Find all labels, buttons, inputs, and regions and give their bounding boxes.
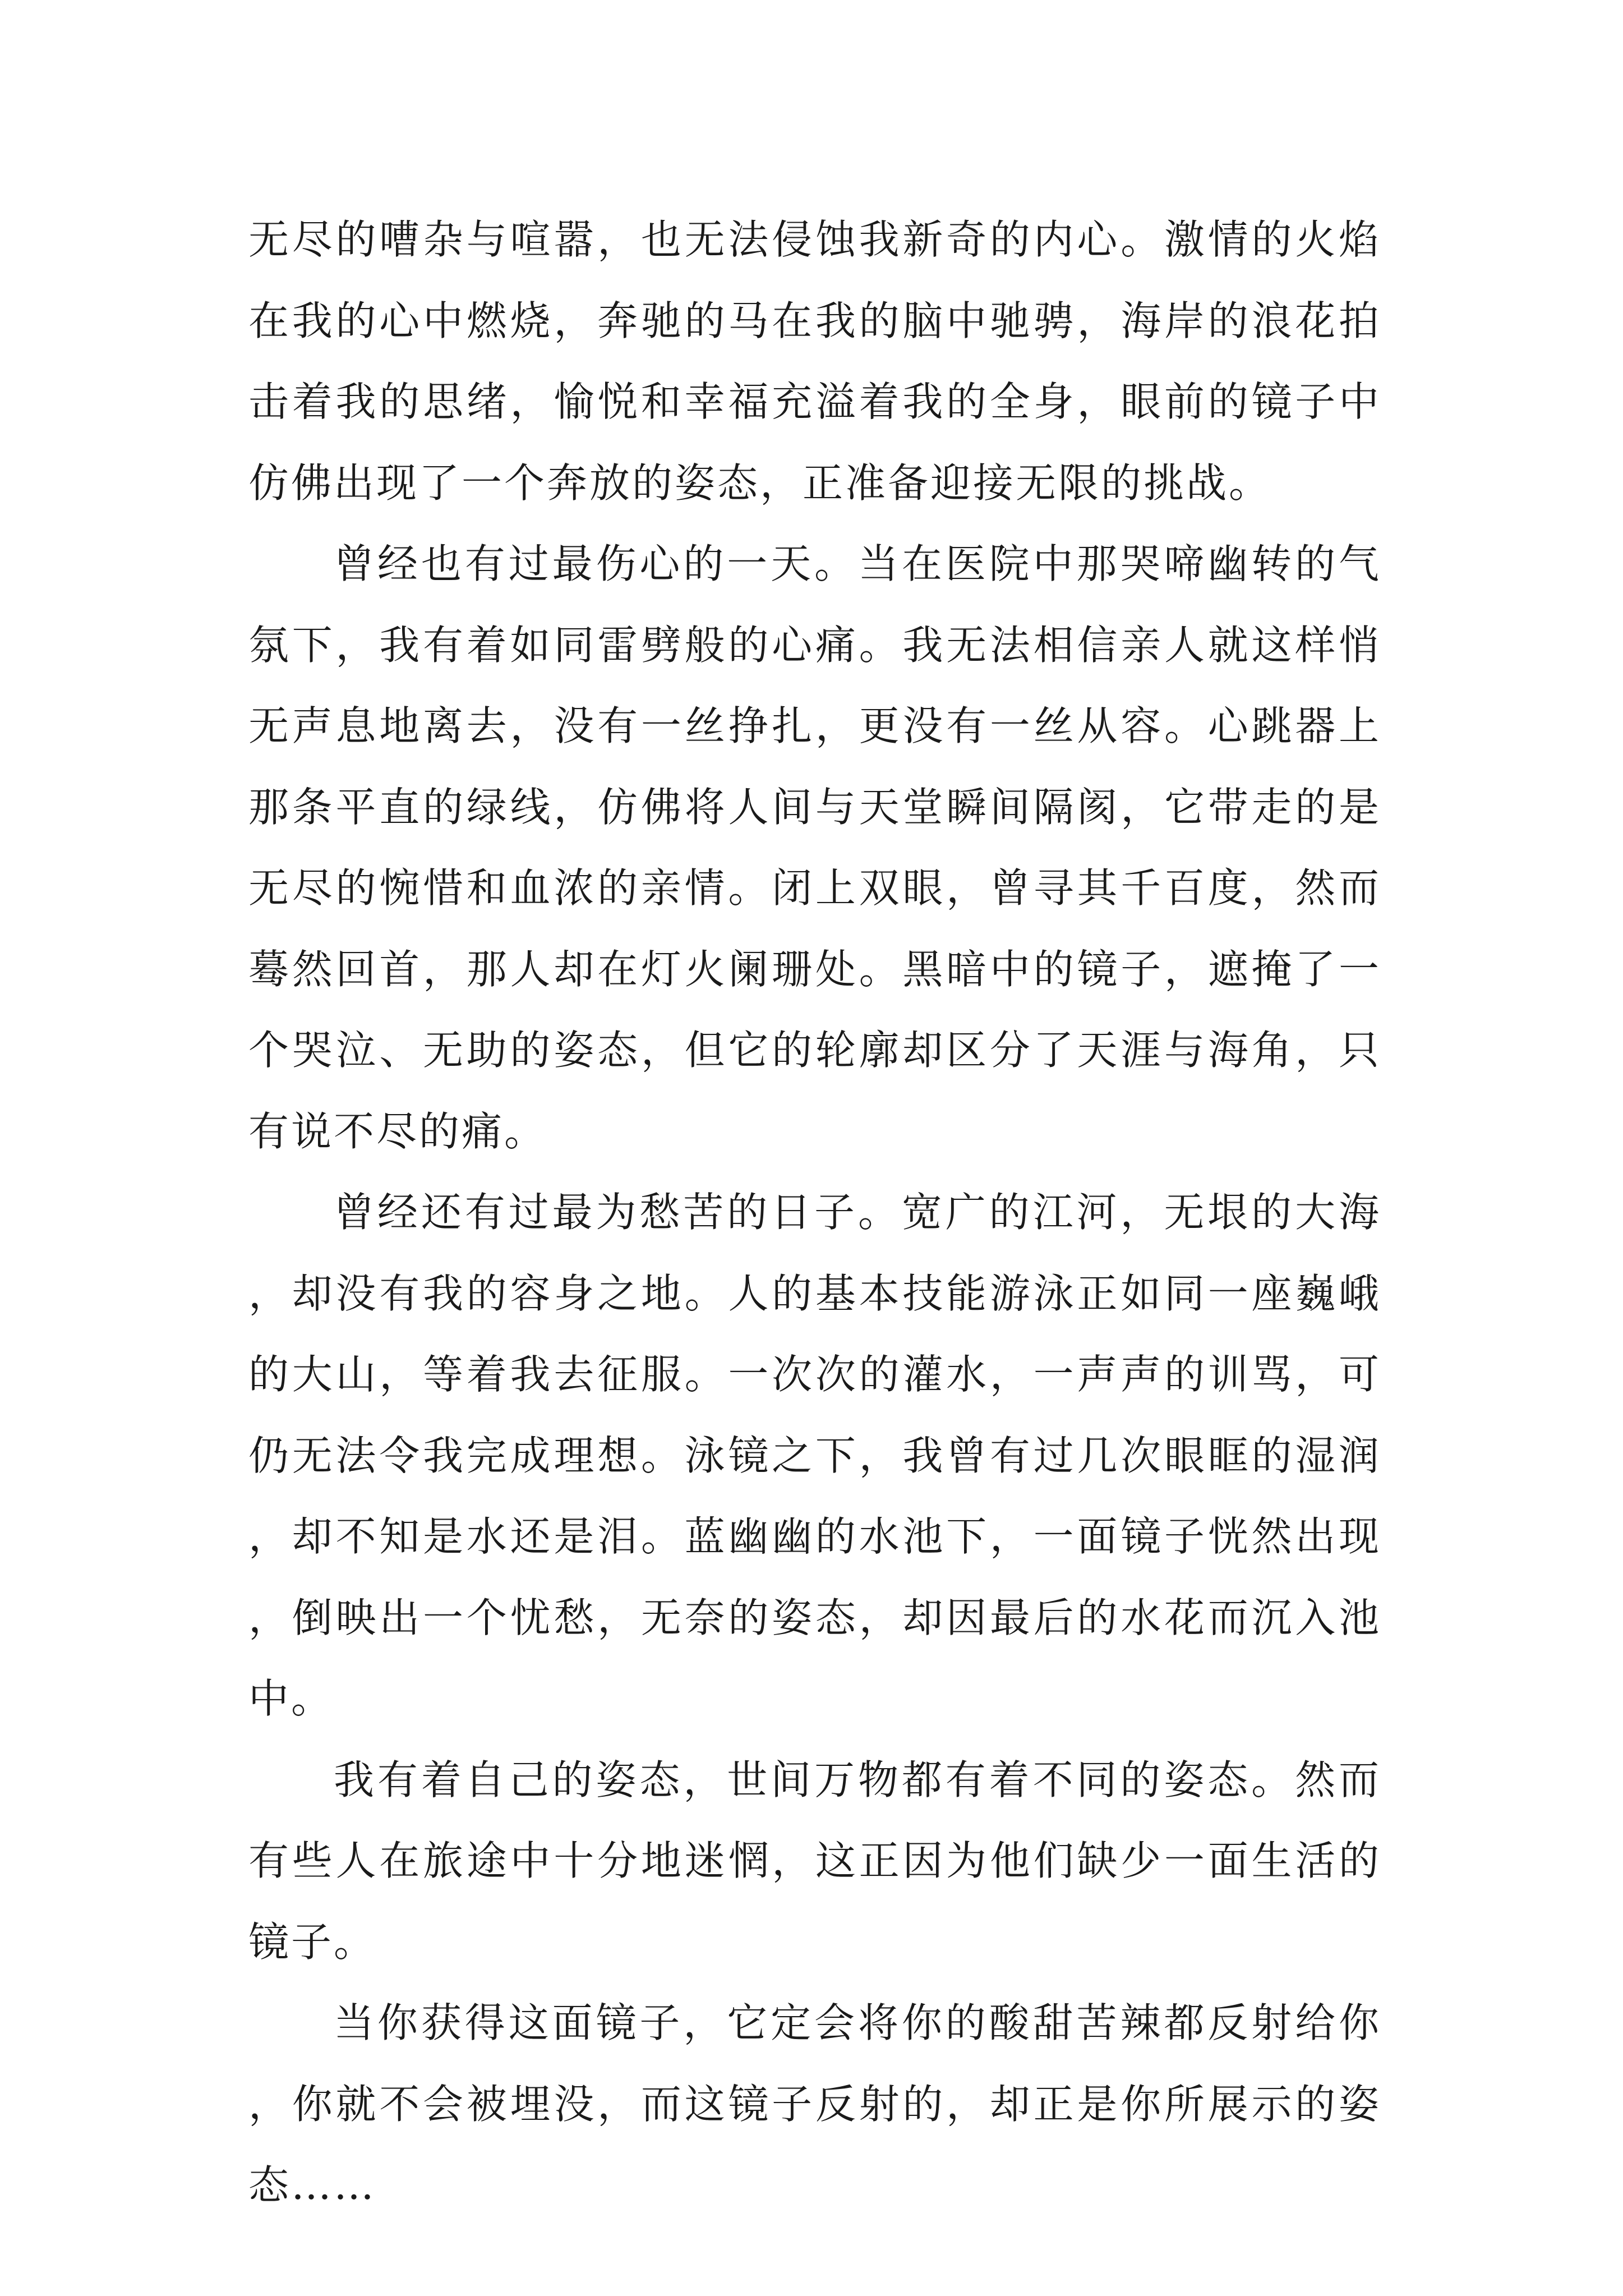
paragraph-3: 曾经还有过最为愁苦的日子。宽广的江河，无垠的大海，却没有我的容身之地。人的基本技能游泳正如同一座巍峨的大山，等着我去征服。一次次的灌水，一声声的训骂，可仍无法令我完成理想。泳镜之下，我曾有过几次眼眶的湿润，却不知是水还是泪。蓝幽幽的水池下，一面镜子恍然出现，倒映出一个忧愁，无奈的姿态，却因最后的水花而沉入池中。 [248,1189,1381,1722]
paragraph-5: 当你获得这面镜子，它定会将你的酸甜苦辣都反射给你，你就不会被埋没，而这镜子反射的，却正是你所展示的姿态…… [248,1999,1381,2208]
paragraph-4: 我有着自己的姿态，世间万物都有着不同的姿态。然而有些人在旅途中十分地迷惘，这正因为他们缺少一面生活的镜子。 [248,1756,1381,1966]
body-text [248,199,1381,2226]
paragraph-1: 无尽的嘈杂与喧嚣，也无法侵蚀我新奇的内心。激情的火焰在我的心中燃烧，奔驰的马在我的脑中驰骋，海岸的浪花拍击着我的思绪，愉悦和幸福充溢着我的全身，眼前的镜子中仿佛出现了一个奔放的姿态，正准备迎接无限的挑战。 [248,216,1381,507]
paragraph-2: 曾经也有过最伤心的一天。当在医院中那哭啼幽转的气氛下，我有着如同雷劈般的心痛。我无法相信亲人就这样悄无声息地离去，没有一丝挣扎，更没有一丝从容。心跳器上那条平直的绿线，仿佛将人间与天堂瞬间隔阂，它带走的是无尽的惋惜和血浓的亲情。闭上双眼，曾寻其千百度，然而蓦然回首，那人却在灯火阑珊处。黑暗中的镜子，遮掩了一个哭泣、无助的姿态，但它的轮廓却区分了天涯与海角，只有说不尽的痛。 [248,540,1381,1155]
